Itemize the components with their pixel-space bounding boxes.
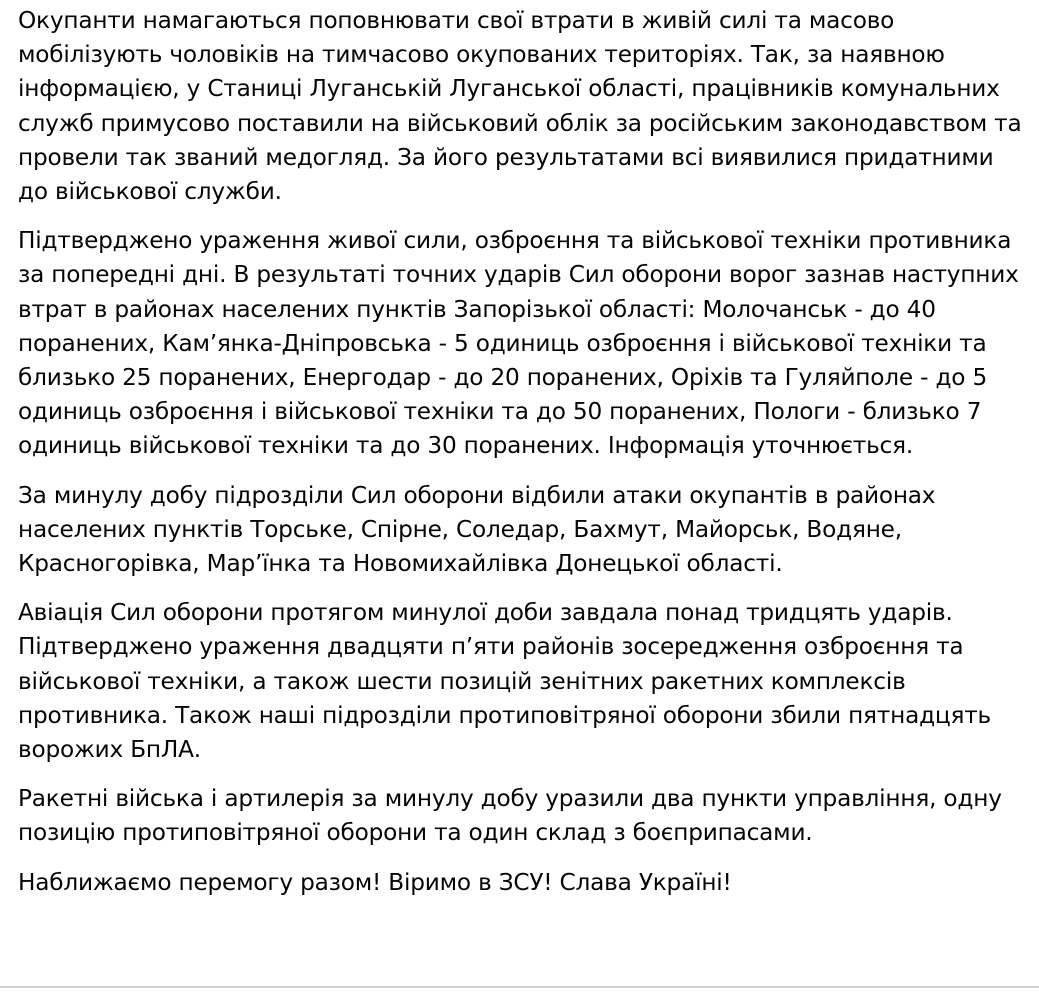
- paragraph-enemy-losses: Підтверджено ураження живої сили, озброєння та військової техніки противника за попередні дні. В результаті точних ударів Сил оборони ворог зазнав наступних втрат в районах населених пунктів Запорізької області: Молочанськ - до 40 поранених, Кам’янка-Дніпровська - 5 одиниць озброєння і військової техніки та близько 25 поранених, Енергодар - до 20 поранених, Оріхів та Гуляйполе - до 5 одиниць озброєння і військової техніки та до 50 поранених, Пологи - близько 7 одиниць військової техніки та до 30 поранених. Інформація уточнюється.: [18, 227, 1019, 460]
- post-text: [18, 4, 1030, 900]
- paragraph-artillery: Ракетні війська і артилерія за минулу добу уразили два пункти управління, одну позицію протиповітряної оборони та один склад з боєприпасами.: [18, 785, 1002, 847]
- divider: [0, 986, 1039, 988]
- paragraph-mobilization: Окупанти намагаються поповнювати свої втрати в живій силі та масово мобілізують чоловіків на тимчасово окупованих територіях. Так, за наявною інформацією, у Станиці Луганській Луганської області, працівників комунальних служб примусово поставили на військовий облік за російським законодавством та провели так званий медогляд. За його результатами всі виявилися придатними до військової служби.: [18, 7, 1022, 206]
- paragraph-repelled-attacks: За минулу добу підрозділи Сил оборони відбили атаки окупантів в районах населених пунктів Торське, Спірне, Соледар, Бахмут, Майорськ, Водяне, Красногорівка, Мар’їнка та Новомихайлівка Донецької області.: [18, 481, 936, 578]
- paragraph-aviation: Авіація Сил оборони протягом минулої доби завдала понад тридцять ударів. Підтверджено ураження двадцяти п’яти районів зосередження озброєння та військової техніки, а також шести позицій зенітних ракетних комплексів противника. Також наші підрозділи протиповітряної оборони збили пятнадцять ворожих БпЛА.: [18, 599, 992, 764]
- paragraph-closing: Наближаємо перемогу разом! Віримо в ЗСУ! Слава Україні!: [18, 868, 732, 896]
